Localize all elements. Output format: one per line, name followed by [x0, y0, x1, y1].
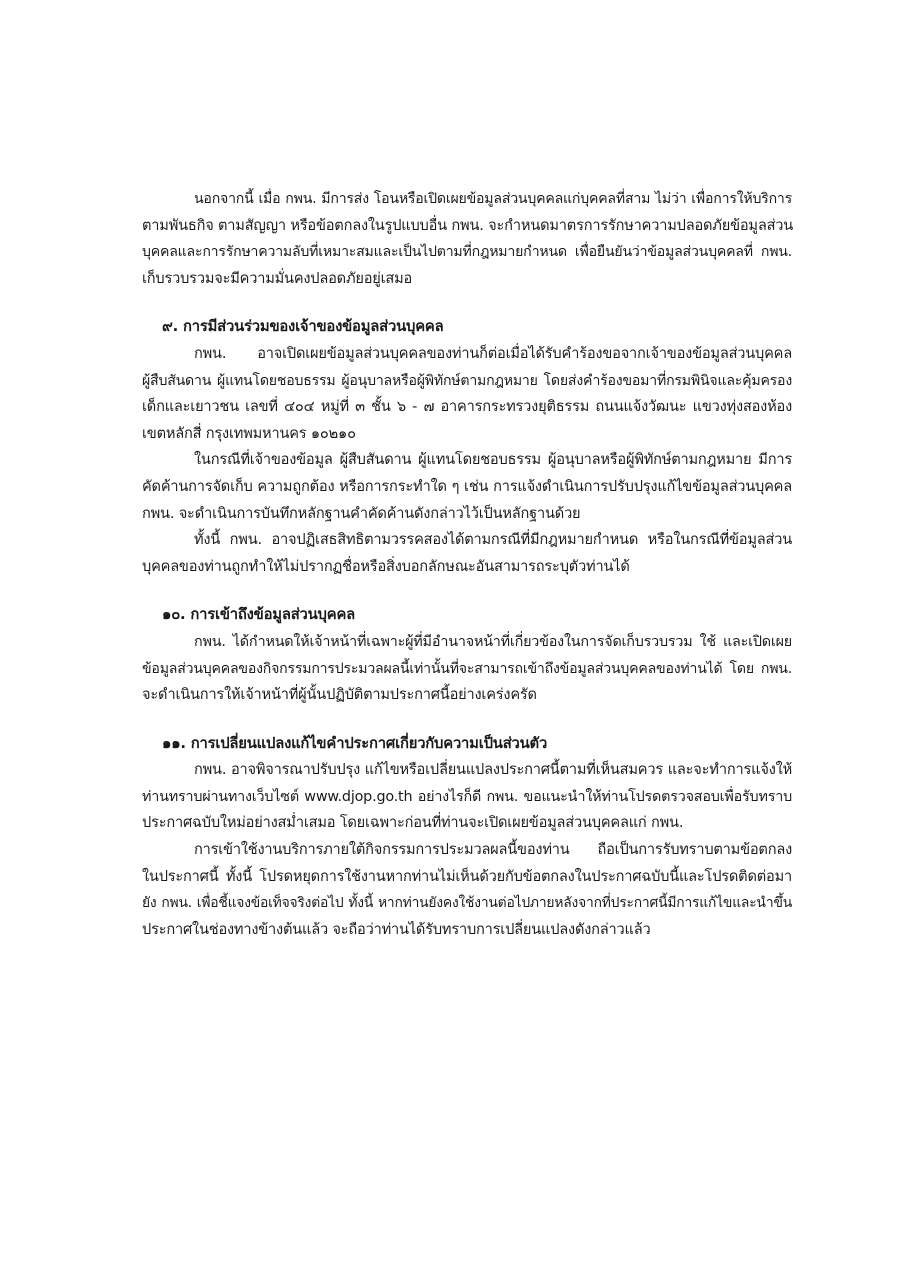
text-line: ในกรณีที่เจ้าของข้อมูล ผู้สืบสันดาน ผู้แทนโดยชอบธรรม ผู้อนุบาลหรือผู้พิทักษ์ตามกฎหมาย มีการ: [194, 451, 792, 469]
text-line: จะดำเนินการให้เจ้าหน้าที่ผู้นั้นปฏิบัติตามประกาศนี้อย่างเคร่งครัด: [142, 686, 537, 704]
section-heading: ๑๑. การเปลี่ยนแปลงแก้ไขคำประกาศเกี่ยวกับความเป็นส่วนตัว: [162, 734, 548, 752]
text-line: กพน. ได้กำหนดให้เจ้าหน้าที่เฉพาะผู้ที่มีอำนาจหน้าที่เกี่ยวข้องในการจัดเก็บรวบรวม ใช้ และเปิดเผย: [194, 633, 792, 650]
text-line: ในประกาศนี้ ทั้งนี้ โปรดหยุดการใช้งานหากท่านไม่เห็นด้วยกับข้อตกลงในประกาศฉบับนี้และโปรดติดต่อมา: [142, 867, 792, 885]
text-line: กพน. อาจพิจารณาปรับปรุง แก้ไขหรือเปลี่ยนแปลงประกาศนี้ตามที่เห็นสมควร และจะทำการแจ้งให้: [194, 761, 792, 779]
text-line: ท่านทราบผ่านทางเว็บไซต์ www.djop.go.th อย่างไรก็ดี กพน. ขอแนะนำให้ท่านโปรดตรวจสอบเพื่อรับทราบ: [142, 788, 792, 805]
section-11: [142, 731, 792, 944]
text-line: ประกาศฉบับใหม่อย่างสม่ำเสมอ โดยเฉพาะก่อนที่ท่านจะเปิดเผยข้อมูลส่วนบุคคลแก่ กพน.: [142, 814, 684, 832]
text-line: กพน. อาจเปิดเผยข้อมูลส่วนบุคคลของท่านก็ต่อเมื่อได้รับคำร้องขอจากเจ้าของข้อมูลส่วนบุคคล: [194, 344, 792, 362]
text-line: ประกาศในช่องทางข้างต้นแล้ว จะถือว่าท่านได้รับทราบการเปลี่ยนแปลงดังกล่าวแล้ว: [142, 920, 651, 938]
text-line: นอกจากนี้ เมื่อ กพน. มีการส่ง โอนหรือเปิดเผยข้อมูลส่วนบุคคลแก่บุคคลที่สาม ไม่ว่า เพื่อการให้บริการ: [194, 191, 792, 207]
section-heading: ๑๐. การเข้าถึงข้อมูลส่วนบุคคล: [162, 606, 356, 624]
text-line: ข้อมูลส่วนบุคคลของกิจกรรมการประมวลผลนี้เท่านั้นที่จะสามารถเข้าถึงข้อมูลส่วนบุคคลของท่านได้ โดย กพน.: [142, 660, 792, 677]
intro-paragraph: [142, 186, 792, 292]
text-line: เด็กและเยาวชน เลขที่ ๔๐๔ หมู่ที่ ๓ ชั้น ๖ - ๗ อาคารกระทรวงยุติธรรม ถนนแจ้งวัฒนะ แขวงทุ่งสองห้อง: [142, 398, 792, 416]
text-line: ผู้สืบสันดาน ผู้แทนโดยชอบธรรม ผู้อนุบาลหรือผู้พิทักษ์ตามกฎหมาย โดยส่งคำร้องขอมาที่กรมพินิจและคุ้มครอง: [142, 372, 792, 389]
text-line: การเข้าใช้งานบริการภายใต้กิจกรรมการประมวลผลนี้ของท่าน ถือเป็นการรับทราบตามข้อตกลง: [194, 841, 792, 859]
text-line: ตามพันธกิจ ตามสัญญา หรือข้อตกลงในรูปแบบอื่น กพน. จะกำหนดมาตรการรักษาความปลอดภัยข้อมูลส่วน: [142, 216, 794, 234]
section-9: [142, 314, 792, 580]
text-line: กพน. จะดำเนินการบันทึกหลักฐานคำคัดค้านดังกล่าวไว้เป็นหลักฐานด้วย: [142, 504, 581, 522]
text-line: เก็บรวบรวมจะมีความมั่นคงปลอดภัยอยู่เสมอ: [142, 269, 413, 287]
document-body: [142, 186, 792, 943]
text-line: คัดค้านการจัดเก็บ ความถูกต้อง หรือการกระทำใด ๆ เช่น การแจ้งดำเนินการปรับปรุงแก้ไขข้อมูลส่วนบุคคล: [142, 477, 792, 495]
section-10: [142, 602, 792, 708]
text-line: บุคคลและการรักษาความลับที่เหมาะสมและเป็นไปตามที่กฎหมายกำหนด เพื่อยืนยันว่าข้อมูลส่วนบุคคลที่ กพน.: [142, 244, 792, 261]
text-line: บุคคลของท่านถูกทำให้ไม่ปรากฏชื่อหรือสิ่งบอกลักษณะอันสามารถระบุตัวท่านได้: [142, 557, 630, 575]
text-line: เขตหลักสี่ กรุงเทพมหานคร ๑๐๒๑๐: [142, 424, 356, 442]
section-heading: ๙. การมีส่วนร่วมของเจ้าของข้อมูลส่วนบุคคล: [162, 318, 444, 336]
text-line: ทั้งนี้ กพน. อาจปฏิเสธสิทธิตามวรรคสองได้ตามกรณีที่มีกฎหมายกำหนด หรือในกรณีที่ข้อมูลส่วน: [194, 531, 792, 549]
text-line: ยัง กพน. เพื่อชี้แจงข้อเท็จจริงต่อไป ทั้งนี้ หากท่านยังคงใช้งานต่อไปภายหลังจากที่ประกาศนี้มีการแก้ไขและนำขึ้น: [142, 895, 792, 912]
